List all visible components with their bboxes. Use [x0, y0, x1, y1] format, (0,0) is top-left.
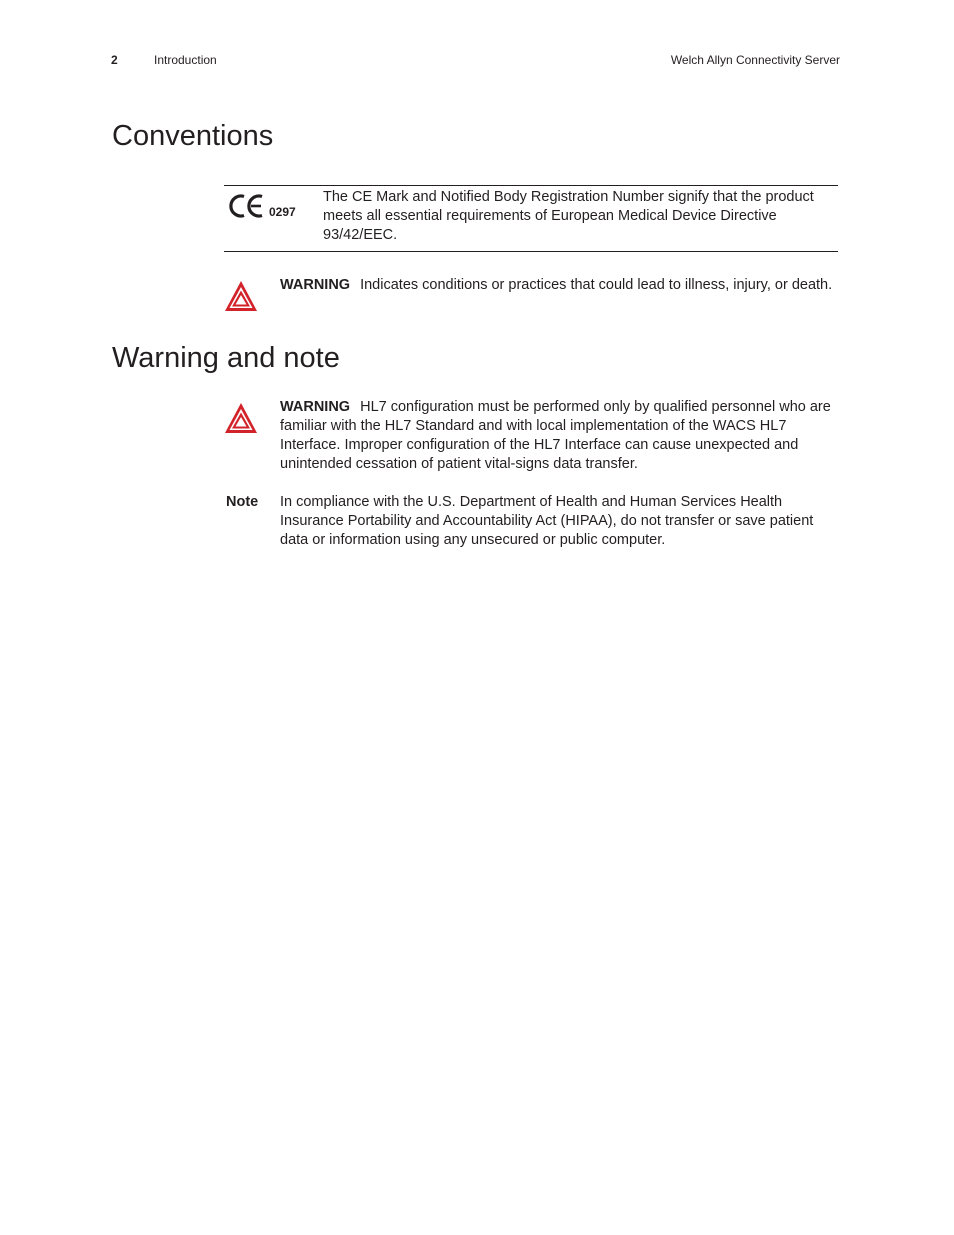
conventions-heading: Conventions [112, 120, 274, 152]
ce-mark [228, 192, 308, 220]
note-text: In compliance with the U.S. Department of Health and Human Services Health Insurance Portability and Accountability Act (HIPAA), do not transfer or save patient data or information using any unsecured or public computer. [280, 494, 814, 548]
warning-body: Indicates conditions or practices that could lead to illness, injury, or death. [360, 277, 833, 293]
section-name: Introduction [154, 53, 217, 67]
hl7-warning-text [280, 398, 838, 474]
page-number: 2 [111, 53, 118, 67]
ce-mark-table [224, 185, 838, 252]
warning-body: HL7 configuration must be performed only by qualified personnel who are familiar with the HL7 Standard and with local implementation of the WACS HL7 Interface. Improper configuration of the HL7 Interface can cause unexpected and unintended cessation of patient vital-signs data transfer. [280, 399, 831, 472]
warning-triangle-icon [224, 280, 258, 312]
ce-mark-icon [228, 192, 266, 220]
note-label: Note [226, 494, 259, 510]
warning-label: WARNING [280, 399, 351, 415]
ce-mark-description: The CE Mark and Notified Body Registration Number signify that the product meets all essential requirements of European Medical Device Directive 93/42/EEC. [323, 189, 814, 243]
warning-label: WARNING [280, 277, 351, 293]
notified-body-number: 0297 [269, 205, 296, 219]
hl7-warning [224, 398, 838, 476]
warning-and-note-heading: Warning and note [112, 342, 340, 374]
conventions-warning-text [280, 276, 838, 295]
warning-triangle-icon [224, 402, 258, 434]
conventions-warning [224, 276, 838, 316]
hipaa-note [224, 493, 838, 553]
document-title: Welch Allyn Connectivity Server [670, 53, 840, 67]
